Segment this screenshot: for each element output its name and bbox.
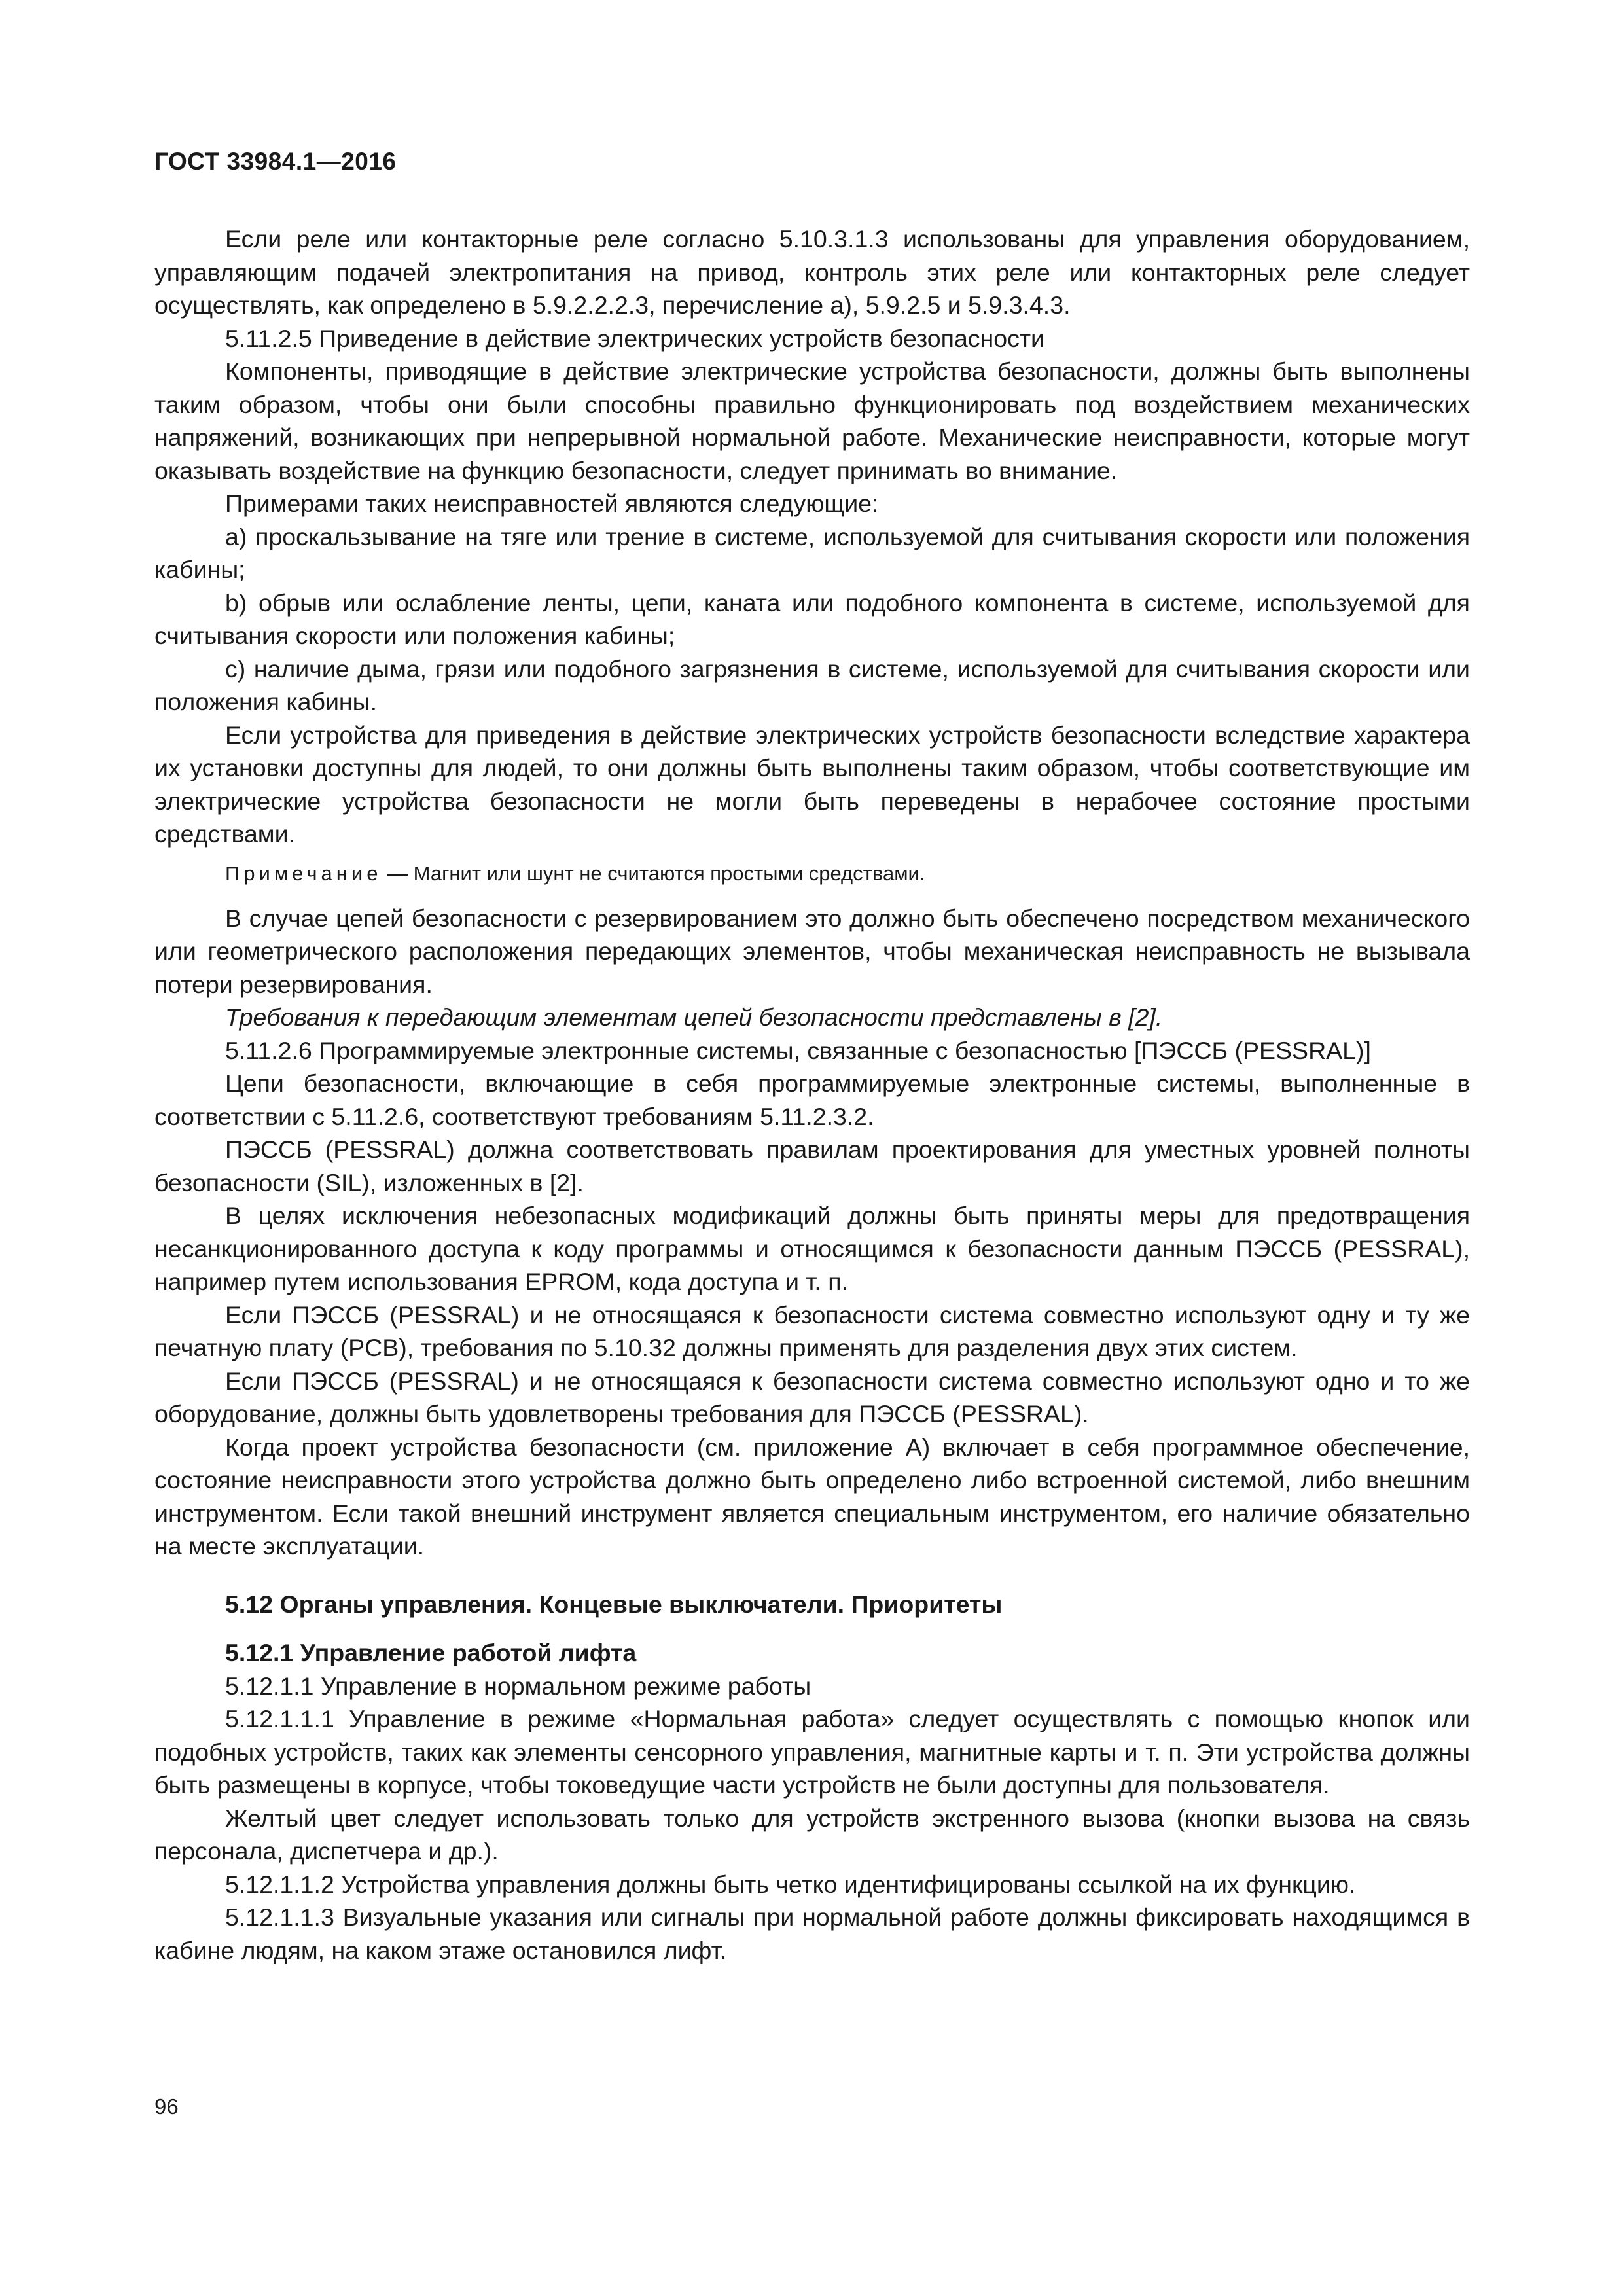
paragraph: Если ПЭССБ (PESSRAL) и не относящаяся к безопасности система совместно используют одну и ту же печатную плату (PCB), требования по 5.10.32 должны применять для разделения двух этих систем.	[154, 1300, 1470, 1361]
list-item-b: b) обрыв или ослабление ленты, цепи, каната или подобного компонента в системе, используемой для считывания скорости или положения кабины;	[154, 588, 1470, 649]
paragraph: Если ПЭССБ (PESSRAL) и не относящаяся к безопасности система совместно используют одно и то же оборудование, должны быть удовлетворены требования для ПЭССБ (PESSRAL).	[154, 1367, 1470, 1427]
clause-title: 5.12.1.1 Управление в нормальном режиме работы	[225, 1672, 812, 1700]
paragraph: Желтый цвет следует использовать только для устройств экстренного вызова (кнопки вызова на связь персонала, диспетчера и др.).	[154, 1804, 1470, 1865]
clause-title: 5.11.2.5 Приведение в действие электрических устройств безопасности	[225, 324, 1044, 352]
document-id-header: ГОСТ 33984.1—2016	[154, 148, 397, 175]
paragraph: ПЭССБ (PESSRAL) должна соответствовать правилам проектирования для уместных уровней полноты безопасности (SIL), изложенных в [2].	[154, 1136, 1470, 1196]
paragraph: Примерами таких неисправностей являются следующие:	[225, 490, 879, 517]
note-text: — Магнит или шунт не считаются простыми средствами.	[382, 861, 925, 885]
paragraph: В целях исключения небезопасных модификаций должны быть приняты меры для предотвращения несанкционированного доступа к коду программы и относящимся к безопасности данным ПЭССБ (PESSRAL), например путем использования EPROM, кода доступа и т. п.	[154, 1202, 1470, 1295]
paragraph: 5.12.1.1.1 Управление в режиме «Нормальная работа» следует осуществлять с помощью кнопок или подобных устройств, таких как элементы сенсорного управления, магнитные карты и т. п. Эти устройства должны быть размещены в корпусе, чтобы токоведущие части устройств не были доступны для пользователя.	[154, 1705, 1470, 1799]
subsection-heading: 5.12.1 Управление работой лифта	[225, 1639, 637, 1666]
paragraph: 5.12.1.1.3 Визуальные указания или сигналы при нормальной работе должны фиксировать находящимся в кабине людям, на каком этаже остановился лифт.	[154, 1903, 1470, 1964]
page-number: 96	[154, 2094, 179, 2119]
document-body	[154, 223, 1470, 1967]
list-item-c: c) наличие дыма, грязи или подобного загрязнения в системе, используемой для считывания скорости или положения кабины.	[154, 655, 1470, 715]
paragraph: Цепи безопасности, включающие в себя программируемые электронные системы, выполненные в соответствии с 5.11.2.6, соответствуют требованиям 5.11.2.3.2.	[154, 1069, 1470, 1130]
paragraph: Компоненты, приводящие в действие электрические устройства безопасности, должны быть выполнены таким образом, чтобы они были способны правильно функционировать под воздействием механических напряжений, возникающих при непрерывной нормальной работе. Механические неисправности, которые могут оказывать воздействие на функцию безопасности, следует принимать во внимание.	[154, 357, 1470, 484]
clause-title: 5.11.2.6 Программируемые электронные системы, связанные с безопасностью [ПЭССБ (PESSRAL)]	[225, 1036, 1371, 1064]
note-label: Примечание	[225, 861, 382, 885]
section-heading: 5.12 Органы управления. Концевые выключатели. Приоритеты	[225, 1590, 1003, 1618]
paragraph: Если устройства для приведения в действие электрических устройств безопасности вследствие характера их установки доступны для людей, то они должны быть выполнены таким образом, чтобы соответствующие им электрические устройства безопасности не могли быть переведены в нерабочее состояние простыми средствами.	[154, 721, 1470, 848]
paragraph: Когда проект устройства безопасности (см. приложение А) включает в себя программное обеспечение, состояние неисправности этого устройства должно быть определено либо встроенной системой, либо внешним инструментом. Если такой внешний инструмент является специальным инструментом, его наличие обязательно на месте эксплуатации.	[154, 1433, 1470, 1560]
list-item-a: a) проскальзывание на тяге или трение в системе, используемой для считывания скорости или положения кабины;	[154, 522, 1470, 583]
italic-reference: Требования к передающим элементам цепей безопасности представлены в [2].	[225, 1003, 1163, 1031]
note	[154, 860, 1470, 888]
paragraph: 5.12.1.1.2 Устройства управления должны быть четко идентифицированы ссылкой на их функцию.	[225, 1870, 1356, 1898]
paragraph: Если реле или контакторные реле согласно 5.10.3.1.3 использованы для управления оборудованием, управляющим подачей электропитания на привод, контроль этих реле или контакторных реле следует осуществлять, как определено в 5.9.2.2.2.3, перечисление а), 5.9.2.5 и 5.9.3.4.3.	[154, 225, 1470, 319]
paragraph: В случае цепей безопасности с резервированием это должно быть обеспечено посредством механического или геометрического расположения передающих элементов, чтобы механическая неисправность не вызывала потери резервирования.	[154, 904, 1470, 998]
